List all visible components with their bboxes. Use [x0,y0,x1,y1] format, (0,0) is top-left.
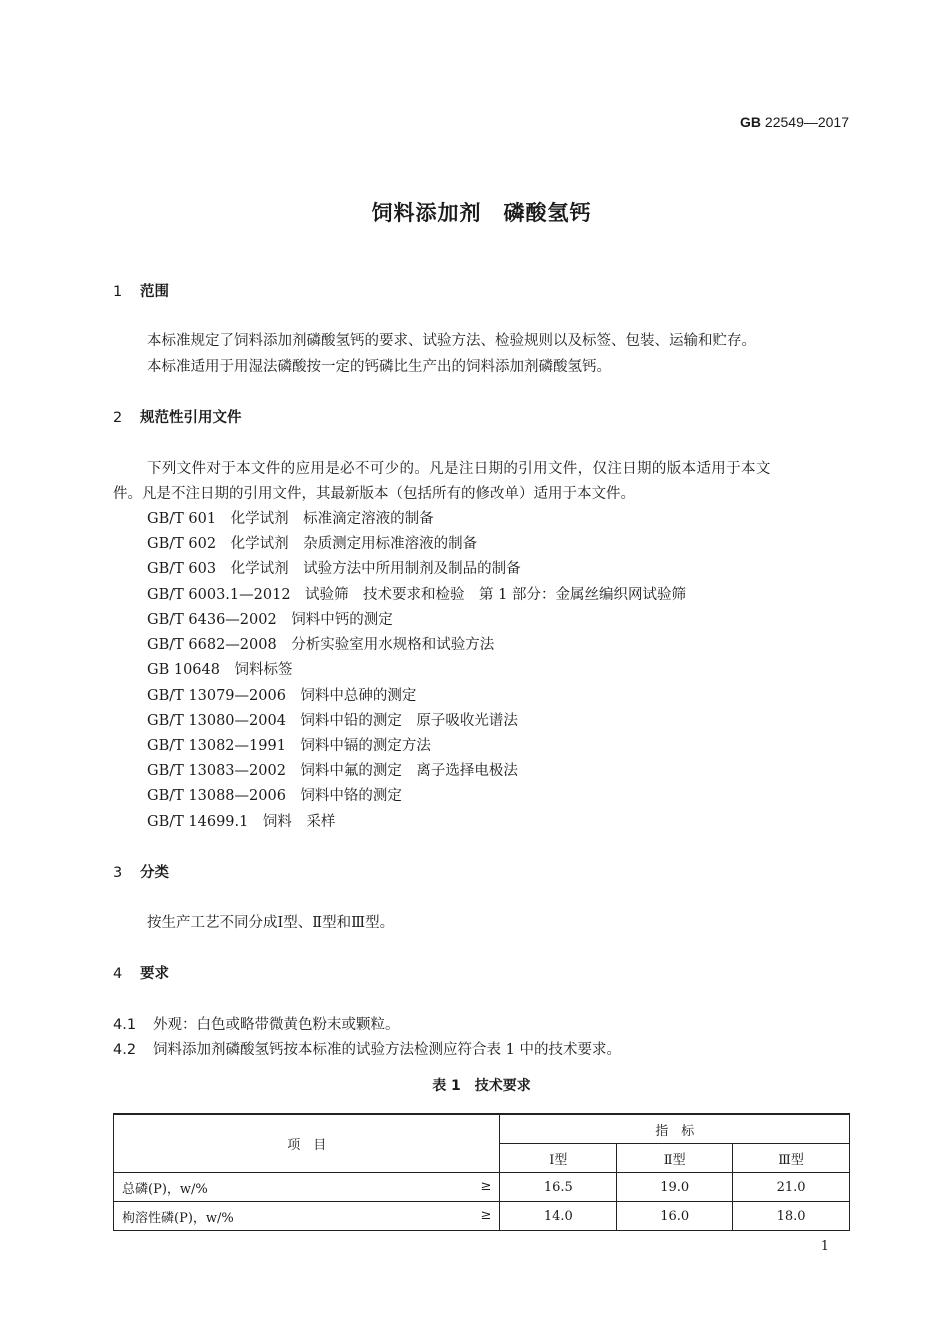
clause-number: 4.1 [113,1017,137,1033]
operator: ≥ [480,1208,492,1223]
section-number: 2 [113,410,123,426]
section-number: 1 [113,284,123,300]
document-title: 饲料添加剂 磷酸氢钙 [371,201,592,225]
table-row [114,1173,850,1202]
header-type-1: Ⅰ型 [500,1144,617,1173]
value-cell: 21.0 [733,1173,850,1202]
row-item [114,1173,500,1202]
reference-item: GB/T 6682—2008 分析实验室用水规格和试验方法 [147,637,495,653]
table-caption: 表 1 技术要求 [432,1078,531,1094]
row-item [114,1202,500,1231]
reference-item: GB/T 13088—2006 饲料中铬的测定 [147,788,402,804]
reference-item: GB 10648 饲料标签 [147,662,293,678]
value-cell: 14.0 [500,1202,617,1231]
reference-item: GB/T 13082—1991 饲料中镉的测定方法 [147,738,431,754]
reference-item: GB/T 602 化学试剂 杂质测定用标准溶液的制备 [147,536,478,552]
section-number: 4 [113,966,123,982]
page-number: 1 [820,1239,829,1254]
reference-item: GB/T 6003.1—2012 试验筛 技术要求和检验 第 1 部分：金属丝编织网试验筛 [147,587,686,603]
clause-number: 4.2 [113,1042,137,1058]
paragraph: 按生产工艺不同分成Ⅰ型、Ⅱ型和Ⅲ型。 [147,915,395,931]
standard-number: 22549—2017 [764,114,849,130]
section-1-heading [113,280,169,301]
reference-item: GB/T 13079—2006 饲料中总砷的测定 [147,688,417,704]
clause-text: 外观：白色或略带微黄色粉末或颗粒。 [153,1017,400,1033]
section-3-heading [113,861,169,882]
section-title: 规范性引用文件 [140,410,242,426]
value-cell: 18.0 [733,1202,850,1231]
reference-item: GB/T 6436—2002 饲料中钙的测定 [147,612,393,628]
header-type-3: Ⅲ型 [733,1144,850,1173]
header-index: 指 标 [500,1114,850,1144]
item-label: 总磷(P)，w/% [122,1181,208,1197]
operator: ≥ [480,1179,492,1194]
value-cell: 16.5 [500,1173,617,1202]
table-row [114,1202,850,1231]
reference-item: GB/T 601 化学试剂 标准滴定溶液的制备 [147,511,434,527]
reference-item: GB/T 13083—2002 饲料中氟的测定 离子选择电极法 [147,763,518,779]
header-type-2: Ⅱ型 [617,1144,733,1173]
technical-requirements-table [113,1113,850,1231]
standard-header [740,114,849,130]
standard-prefix: GB [740,114,762,130]
paragraph: 下列文件对于本文件的应用是必不可少的。凡是注日期的引用文件，仅注日期的版本适用于本文 [147,461,771,477]
value-cell: 19.0 [617,1173,733,1202]
section-title: 要求 [140,966,169,982]
reference-item: GB/T 603 化学试剂 试验方法中所用制剂及制品的制备 [147,561,521,577]
paragraph-continuation: 件。凡是不注日期的引用文件，其最新版本（包括所有的修改单）适用于本文件。 [113,486,635,502]
clause-text: 饲料添加剂磷酸氢钙按本标准的试验方法检测应符合表 1 中的技术要求。 [153,1042,621,1058]
section-number: 3 [113,865,123,881]
table-header-row [114,1114,850,1144]
section-4-heading [113,962,169,983]
section-title: 范围 [140,284,169,300]
item-label: 枸溶性磷(P)，w/% [122,1210,234,1226]
reference-item: GB/T 13080—2004 饲料中铅的测定 原子吸收光谱法 [147,713,518,729]
paragraph: 本标准适用于用湿法磷酸按一定的钙磷比生产出的饲料添加剂磷酸氢钙。 [147,359,611,375]
value-cell: 16.0 [617,1202,733,1231]
paragraph: 本标准规定了饲料添加剂磷酸氢钙的要求、试验方法、检验规则以及标签、包装、运输和贮存。 [147,333,756,349]
section-2-heading [113,406,242,427]
section-title: 分类 [140,865,169,881]
reference-item: GB/T 14699.1 饲料 采样 [147,814,336,830]
clause-4-1 [113,1013,400,1034]
clause-4-2 [113,1038,621,1059]
header-item: 项 目 [114,1114,500,1173]
